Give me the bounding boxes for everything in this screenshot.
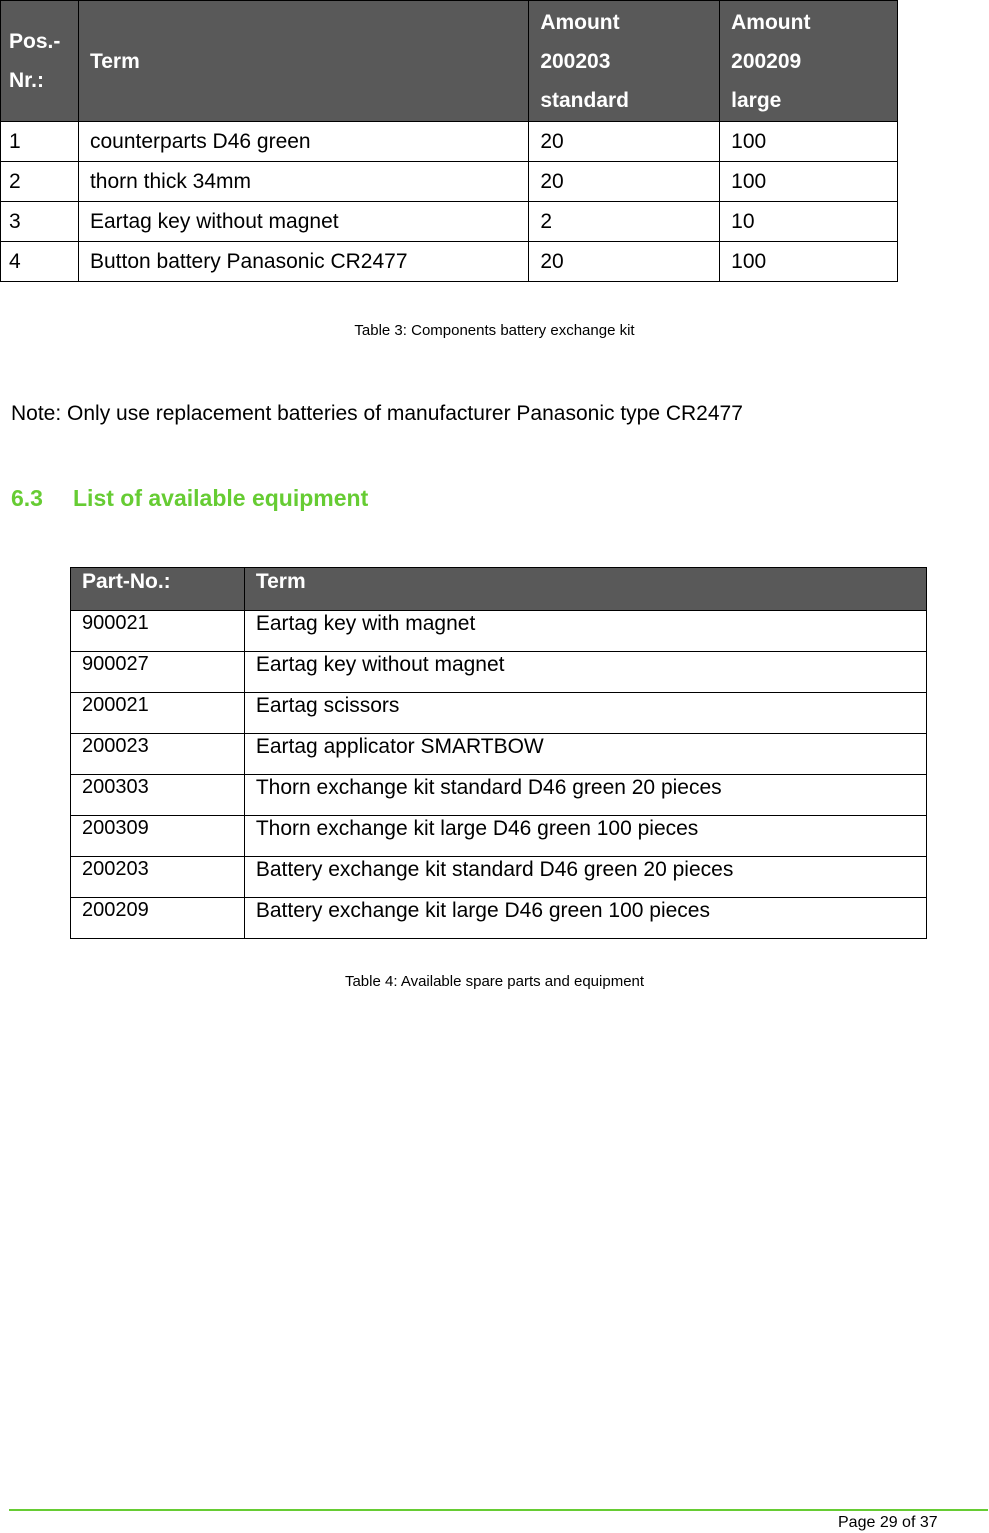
term-cell: Eartag key with magnet	[244, 611, 926, 652]
equipment-table-header-row	[71, 568, 927, 611]
term-cell: counterparts D46 green	[78, 122, 528, 162]
amount-standard-cell: 2	[529, 202, 720, 242]
term-cell: Eartag scissors	[244, 693, 926, 734]
table-row	[1, 162, 898, 202]
amount-large-cell: 10	[720, 202, 898, 242]
part-no-cell: 200203	[71, 857, 245, 898]
amount-standard-cell: 20	[529, 122, 720, 162]
header-amount-standard: Amount 200203 standard	[529, 1, 720, 122]
section-number: 6.3	[11, 485, 43, 511]
components-table	[0, 0, 898, 282]
table-4-caption: Table 4: Available spare parts and equipment	[344, 973, 645, 990]
term-cell: Eartag applicator SMARTBOW	[244, 734, 926, 775]
page-number: Page 29 of 37	[838, 1514, 938, 1531]
section-heading	[11, 485, 368, 512]
table-row	[71, 734, 927, 775]
term-cell: Eartag key without magnet	[244, 652, 926, 693]
part-no-cell: 200023	[71, 734, 245, 775]
part-no-cell: 900027	[71, 652, 245, 693]
table-3-caption: Table 3: Components battery exchange kit	[354, 322, 635, 339]
amount-standard-cell: 20	[529, 162, 720, 202]
term-cell: Battery exchange kit large D46 green 100 pieces	[244, 898, 926, 939]
pos-cell: 1	[1, 122, 79, 162]
term-cell: Button battery Panasonic CR2477	[78, 242, 528, 282]
amount-large-cell: 100	[720, 242, 898, 282]
amount-standard-cell: 20	[529, 242, 720, 282]
term-cell: thorn thick 34mm	[78, 162, 528, 202]
amount-large-cell: 100	[720, 122, 898, 162]
part-no-cell: 900021	[71, 611, 245, 652]
components-table-header-row	[1, 1, 898, 122]
battery-note: Note: Only use replacement batteries of manufacturer Panasonic type CR2477	[11, 402, 743, 425]
header-part-no: Part-No.:	[71, 568, 245, 611]
header-amount-large: Amount 200209 large	[720, 1, 898, 122]
part-no-cell: 200209	[71, 898, 245, 939]
pos-cell: 4	[1, 242, 79, 282]
header-pos-nr: Pos.- Nr.:	[1, 1, 79, 122]
table-row	[71, 611, 927, 652]
table-row	[1, 202, 898, 242]
table-row	[71, 652, 927, 693]
term-cell: Eartag key without magnet	[78, 202, 528, 242]
table-row	[71, 857, 927, 898]
term-cell: Thorn exchange kit standard D46 green 20 pieces	[244, 775, 926, 816]
table-row	[71, 693, 927, 734]
pos-cell: 3	[1, 202, 79, 242]
amount-large-cell: 100	[720, 162, 898, 202]
table-row	[1, 122, 898, 162]
table-row	[71, 898, 927, 939]
term-cell: Thorn exchange kit large D46 green 100 pieces	[244, 816, 926, 857]
term-cell: Battery exchange kit standard D46 green 20 pieces	[244, 857, 926, 898]
part-no-cell: 200303	[71, 775, 245, 816]
table-row	[71, 775, 927, 816]
table-row	[1, 242, 898, 282]
header-term: Term	[244, 568, 926, 611]
table-row	[71, 816, 927, 857]
part-no-cell: 200021	[71, 693, 245, 734]
part-no-cell: 200309	[71, 816, 245, 857]
section-title: List of available equipment	[73, 485, 369, 511]
pos-cell: 2	[1, 162, 79, 202]
equipment-table	[70, 567, 927, 939]
header-term: Term	[78, 1, 528, 122]
footer-divider	[9, 1509, 988, 1511]
